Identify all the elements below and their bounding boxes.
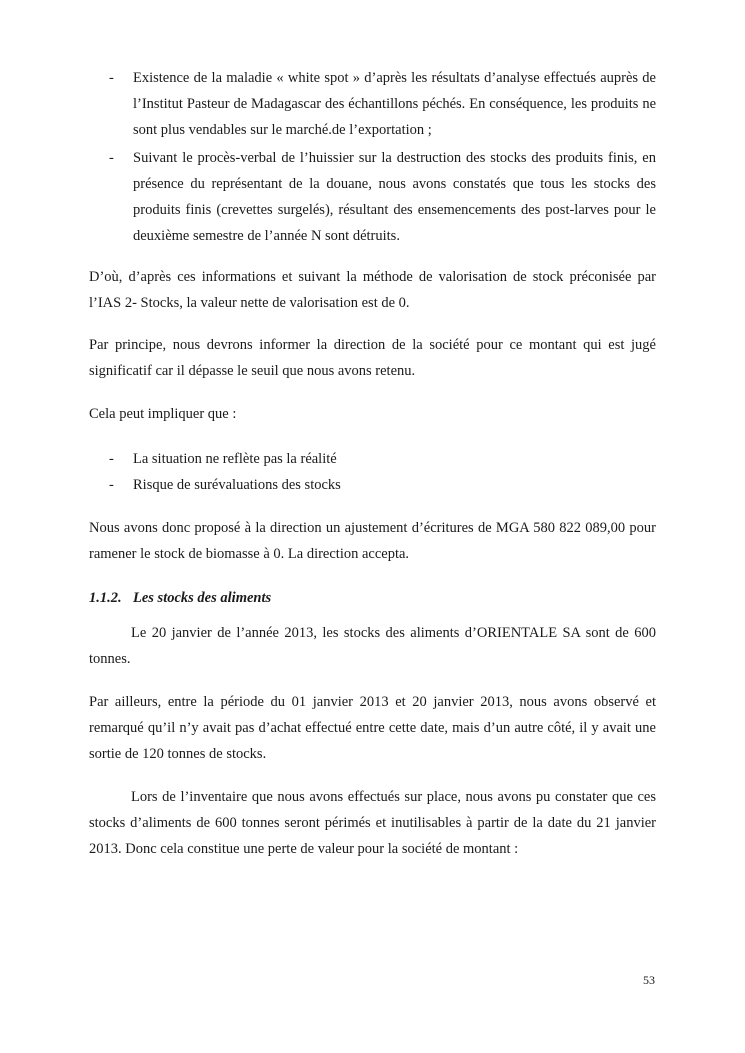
- bullet-dash: -: [109, 451, 114, 467]
- paragraph: Par ailleurs, entre la période du 01 janvier 2013 et 20 janvier 2013, nous avons observé et remarqué qu’il n’y avait pas d’achat effectué entre cette date, mais d’un autre côté, il y avait une sortie de 120 tonnes de stocks.: [89, 694, 656, 762]
- paragraph: Cela peut impliquer que :: [89, 406, 237, 422]
- bullet-dash: -: [109, 70, 114, 86]
- paragraph: Nous avons donc proposé à la direction un ajustement d’écritures de MGA 580 822 089,00 pour ramener le stock de biomasse à 0. La direction accepta.: [89, 520, 656, 562]
- bullet-dash: -: [109, 150, 114, 166]
- bullet-text: La situation ne reflète pas la réalité: [133, 451, 337, 467]
- paragraph: D’où, d’après ces informations et suivant la méthode de valorisation de stock préconisée par l’IAS 2- Stocks, la valeur nette de valorisation est de 0.: [89, 269, 656, 311]
- section-heading: [89, 585, 656, 611]
- bullet-text: Risque de surévaluations des stocks: [133, 477, 341, 493]
- bullet-dash: -: [109, 477, 114, 493]
- paragraph: Le 20 janvier de l’année 2013, les stocks des aliments d’ORIENTALE SA sont de 600 tonnes.: [89, 625, 656, 667]
- page-number: 53: [643, 973, 655, 987]
- paragraph: Lors de l’inventaire que nous avons effectués sur place, nous avons pu constater que ces stocks d’aliments de 600 tonnes seront périmés et inutilisables à partir de la date du 21 janvier 2013. Donc cela constitue une perte de valeur pour la société de montant :: [89, 789, 656, 857]
- paragraph: Par principe, nous devrons informer la direction de la société pour ce montant qui est jugé significatif car il dépasse le seuil que nous avons retenu.: [89, 337, 656, 379]
- section-title: Les stocks des aliments: [133, 590, 272, 606]
- section-number: 1.1.2.: [89, 590, 122, 606]
- bullet-text: Suivant le procès-verbal de l’huissier sur la destruction des stocks des produits finis, en présence du représentant de la douane, nous avons constatés que tous les stocks des produits finis (crevettes surgelés), résultant des ensemencements des post-larves pour le deuxième semestre de l’année N sont détruits.: [133, 150, 656, 244]
- bullet-text: Existence de la maladie « white spot » d’après les résultats d’analyse effectués auprès de l’Institut Pasteur de Madagascar des échantillons péchés. En conséquence, les produits ne sont plus vendables sur le marché.de l’exportation ;: [133, 70, 656, 138]
